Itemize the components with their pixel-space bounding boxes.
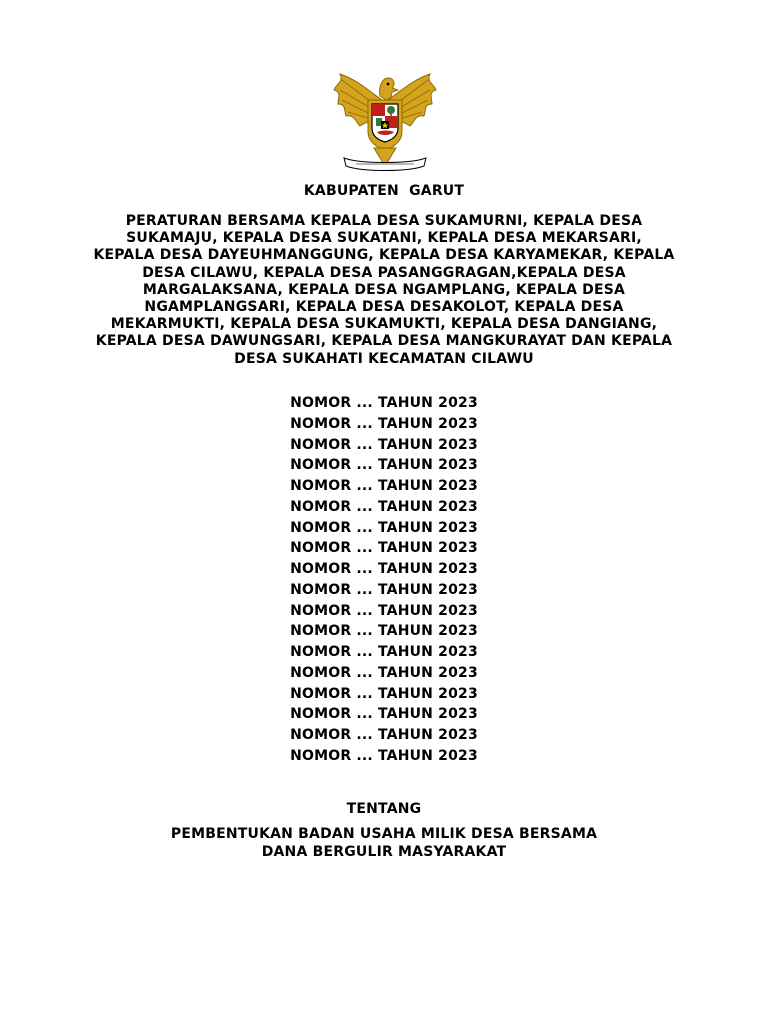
number-line: NOMOR ... TAHUN 2023 bbox=[290, 457, 478, 474]
regulation-subject bbox=[0, 825, 768, 861]
about-heading: TENTANG bbox=[346, 801, 422, 817]
title-line: NGAMPLANGSARI, KEPALA DESA DESAKOLOT, KEPALA DESA bbox=[144, 299, 624, 316]
title-line: PERATURAN BERSAMA KEPALA DESA SUKAMURNI, KEPALA DESA bbox=[125, 213, 643, 229]
title-line: MARGALAKSANA, KEPALA DESA NGAMPLANG, KEPALA DESA bbox=[142, 281, 626, 298]
number-line: NOMOR ... TAHUN 2023 bbox=[290, 664, 478, 681]
number-line: NOMOR ... TAHUN 2023 bbox=[290, 436, 478, 453]
number-list bbox=[0, 393, 768, 767]
number-line: NOMOR ... TAHUN 2023 bbox=[290, 623, 478, 640]
number-line: NOMOR ... TAHUN 2023 bbox=[290, 685, 478, 702]
subject-line: PEMBENTUKAN BADAN USAHA MILIK DESA BERSAMA bbox=[170, 826, 598, 842]
number-line: NOMOR ... TAHUN 2023 bbox=[290, 540, 478, 557]
number-line: NOMOR ... TAHUN 2023 bbox=[290, 602, 478, 619]
number-line: NOMOR ... TAHUN 2023 bbox=[290, 395, 478, 411]
title-line: SUKAMAJU, KEPALA DESA SUKATANI, KEPALA DESA MEKARSARI, bbox=[126, 230, 642, 247]
regency-heading: KABUPATEN GARUT bbox=[303, 183, 465, 199]
number-line: NOMOR ... TAHUN 2023 bbox=[290, 644, 478, 660]
title-line: MEKARMUKTI, KEPALA DESA SUKAMUKTI, KEPALA DESA DANGIANG, bbox=[110, 316, 658, 333]
regulation-title bbox=[40, 213, 728, 368]
number-line: NOMOR ... TAHUN 2023 bbox=[290, 706, 478, 723]
number-line: NOMOR ... TAHUN 2023 bbox=[290, 581, 478, 598]
number-line: NOMOR ... TAHUN 2023 bbox=[290, 519, 478, 536]
number-line: NOMOR ... TAHUN 2023 bbox=[290, 498, 478, 515]
subject-line: DANA BERGULIR MASYARAKAT bbox=[261, 844, 507, 860]
number-line: NOMOR ... TAHUN 2023 bbox=[290, 747, 478, 764]
title-line: KEPALA DESA DAWUNGSARI, KEPALA DESA MANGKURAYAT DAN KEPALA bbox=[95, 333, 673, 350]
title-line: DESA SUKAHATI KECAMATAN CILAWU bbox=[234, 350, 534, 367]
title-line: KEPALA DESA DAYEUHMANGGUNG, KEPALA DESA KARYAMEKAR, KEPALA bbox=[93, 247, 675, 264]
number-line: NOMOR ... TAHUN 2023 bbox=[290, 478, 478, 494]
garuda-pancasila-emblem-icon bbox=[330, 70, 440, 172]
number-line: NOMOR ... TAHUN 2023 bbox=[290, 415, 478, 432]
number-line: NOMOR ... TAHUN 2023 bbox=[290, 561, 478, 577]
title-line: DESA CILAWU, KEPALA DESA PASANGGRAGAN,KEPALA DESA bbox=[142, 264, 626, 281]
number-line: NOMOR ... TAHUN 2023 bbox=[290, 727, 478, 743]
